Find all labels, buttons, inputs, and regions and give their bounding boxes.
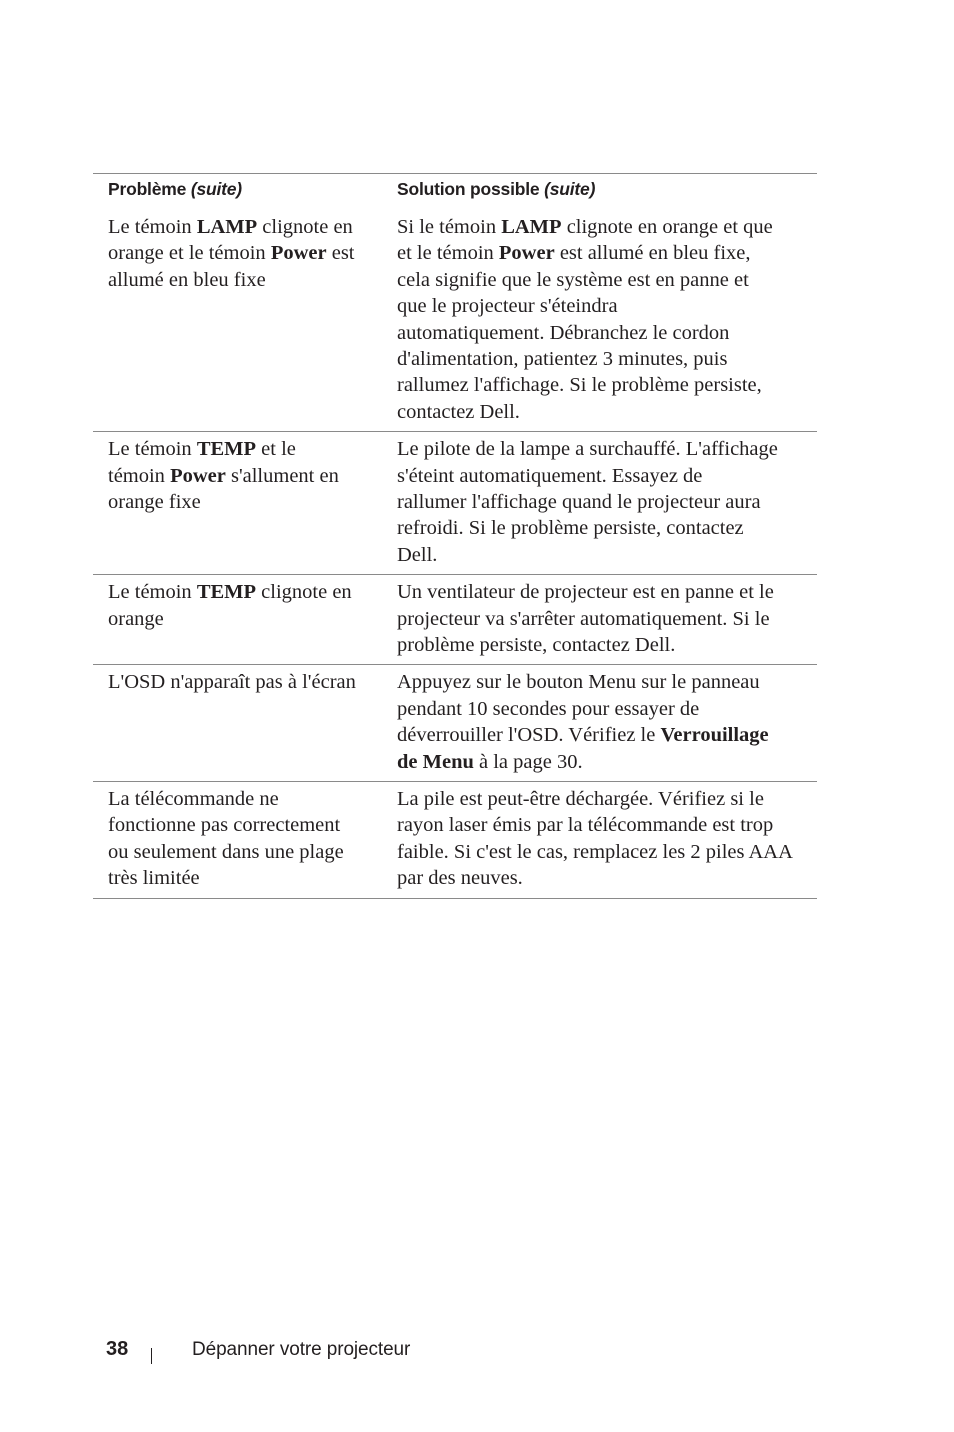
- problem-cell: [108, 579, 352, 632]
- bold-term: Verrouillage: [660, 724, 769, 747]
- cell-line: [397, 267, 773, 293]
- cell-line: [108, 606, 352, 632]
- bold-term: de Menu: [397, 750, 474, 773]
- text-segment: faible. Si c'est le cas, remplacez les 2 piles AAA: [397, 840, 793, 863]
- text-segment: rallumer l'affichage quand le projecteur aura: [397, 491, 761, 513]
- text-segment: refroidi. Si le problème persiste, contactez: [397, 517, 744, 540]
- text-segment: L'OSD n'apparaît pas à l'écran: [108, 671, 356, 694]
- text-segment: et le témoin: [397, 242, 499, 265]
- cell-line: [397, 436, 778, 462]
- text-segment: à la page 30.: [473, 750, 583, 773]
- bold-term: LAMP: [501, 216, 562, 238]
- text-segment: Si le témoin: [397, 216, 502, 238]
- table-row: [93, 432, 817, 575]
- text-segment: clignote en: [257, 216, 353, 238]
- text-segment: rayon laser émis par la télécommande est trop: [397, 814, 774, 837]
- cell-line: [397, 240, 773, 266]
- cell-line: [108, 463, 339, 489]
- cell-line: [397, 812, 793, 838]
- footer-title: Dépanner votre projecteur: [192, 1339, 411, 1360]
- cell-line: [397, 669, 769, 695]
- table-row: [93, 782, 817, 899]
- cell-line: [108, 669, 356, 695]
- cell-line: [397, 749, 769, 775]
- text-segment: orange: [108, 607, 164, 630]
- cell-line: [397, 372, 773, 398]
- cell-line: [397, 632, 774, 658]
- bold-term: TEMP: [196, 581, 257, 604]
- bold-term: Power: [498, 242, 555, 265]
- cell-line: [108, 839, 344, 865]
- solution-cell: [397, 214, 773, 425]
- text-segment: orange fixe: [108, 491, 201, 513]
- solution-cell: [397, 579, 774, 658]
- cell-line: [108, 489, 339, 515]
- cell-line: [397, 293, 773, 319]
- cell-line: [397, 696, 769, 722]
- cell-line: [397, 839, 793, 865]
- text-segment: que le projecteur s'éteindra: [397, 295, 618, 318]
- cell-line: [108, 436, 339, 462]
- text-segment: automatiquement. Débranchez le cordon: [397, 321, 730, 344]
- cell-line: [397, 346, 773, 372]
- solution-cell: [397, 436, 778, 568]
- bold-term: TEMP: [196, 438, 257, 461]
- text-segment: problème persiste, contactez Dell.: [397, 634, 676, 656]
- footer-divider: [151, 1348, 152, 1364]
- table-row: [93, 665, 817, 782]
- text-segment: La télécommande ne: [108, 787, 279, 810]
- cell-line: [397, 786, 793, 812]
- text-segment: projecteur va s'arrêter automatiquement. Si le: [397, 607, 770, 630]
- cell-line: [108, 267, 355, 293]
- bold-term: Power: [170, 464, 226, 487]
- text-segment: par des neuves.: [397, 867, 523, 890]
- cell-line: [397, 515, 778, 541]
- problem-cell: [108, 669, 356, 695]
- text-segment: est: [326, 242, 355, 265]
- table-row: [93, 575, 817, 665]
- text-segment: fonctionne pas correctement: [108, 814, 341, 837]
- text-segment: Appuyez sur le bouton Menu sur le panneau: [397, 671, 760, 694]
- text-segment: est allumé en bleu fixe,: [554, 242, 751, 265]
- text-segment: s'allument en: [225, 464, 339, 487]
- cell-line: [108, 865, 344, 891]
- page-number: 38: [106, 1338, 129, 1360]
- solution-cell: [397, 786, 793, 892]
- cell-line: [108, 240, 355, 266]
- cell-line: [108, 214, 355, 240]
- text-segment: Le témoin: [108, 438, 197, 461]
- table-body: [93, 210, 817, 899]
- text-segment: déverrouiller l'OSD. Vérifiez le: [397, 724, 661, 747]
- troubleshooting-table: [93, 173, 817, 899]
- problem-cell: [108, 436, 339, 515]
- header-problem-suffix: (suite): [190, 179, 242, 199]
- text-segment: Le témoin: [108, 216, 197, 238]
- table-row: [93, 210, 817, 432]
- text-segment: pendant 10 secondes pour essayer de: [397, 697, 700, 720]
- cell-line: [397, 579, 774, 605]
- header-solution-suffix: (suite): [544, 179, 596, 199]
- header-solution: [397, 179, 595, 200]
- cell-line: [397, 865, 793, 891]
- text-segment: clignote en: [256, 581, 352, 604]
- problem-cell: [108, 214, 355, 293]
- cell-line: [108, 786, 344, 812]
- solution-cell: [397, 669, 769, 775]
- cell-line: [397, 606, 774, 632]
- bold-term: LAMP: [196, 216, 258, 238]
- cell-line: [397, 542, 778, 568]
- text-segment: clignote en orange et que: [561, 216, 773, 238]
- text-segment: d'alimentation, patientez 3 minutes, puis: [397, 348, 728, 371]
- problem-cell: [108, 786, 344, 892]
- header-problem: [108, 179, 242, 200]
- text-segment: orange et le témoin: [108, 242, 271, 265]
- cell-line: [397, 320, 773, 346]
- text-segment: Le pilote de la lampe a surchauffé. L'affichage: [397, 438, 778, 461]
- text-segment: Dell.: [397, 543, 438, 566]
- text-segment: rallumez l'affichage. Si le problème persiste,: [397, 374, 762, 397]
- bold-term: Power: [270, 242, 327, 265]
- text-segment: cela signifie que le système est en panne et: [397, 268, 749, 291]
- cell-line: [397, 463, 778, 489]
- table-header: [93, 174, 817, 210]
- text-segment: Le témoin: [108, 581, 197, 604]
- cell-line: [397, 399, 773, 425]
- text-segment: contactez Dell.: [397, 400, 520, 423]
- text-segment: s'éteint automatiquement. Essayez de: [397, 464, 703, 487]
- cell-line: [397, 489, 778, 515]
- text-segment: ou seulement dans une plage: [108, 840, 344, 863]
- text-segment: et le: [256, 438, 296, 461]
- text-segment: témoin: [108, 464, 171, 487]
- header-problem-label: Problème: [108, 179, 187, 199]
- header-solution-label: Solution possible: [397, 179, 540, 199]
- text-segment: très limitée: [108, 867, 200, 890]
- cell-line: [397, 214, 773, 240]
- cell-line: [108, 812, 344, 838]
- text-segment: allumé en bleu fixe: [108, 268, 266, 291]
- text-segment: La pile est peut-être déchargée. Vérifiez si le: [397, 787, 764, 810]
- cell-line: [108, 579, 352, 605]
- text-segment: Un ventilateur de projecteur est en panne et le: [397, 581, 774, 604]
- cell-line: [397, 722, 769, 748]
